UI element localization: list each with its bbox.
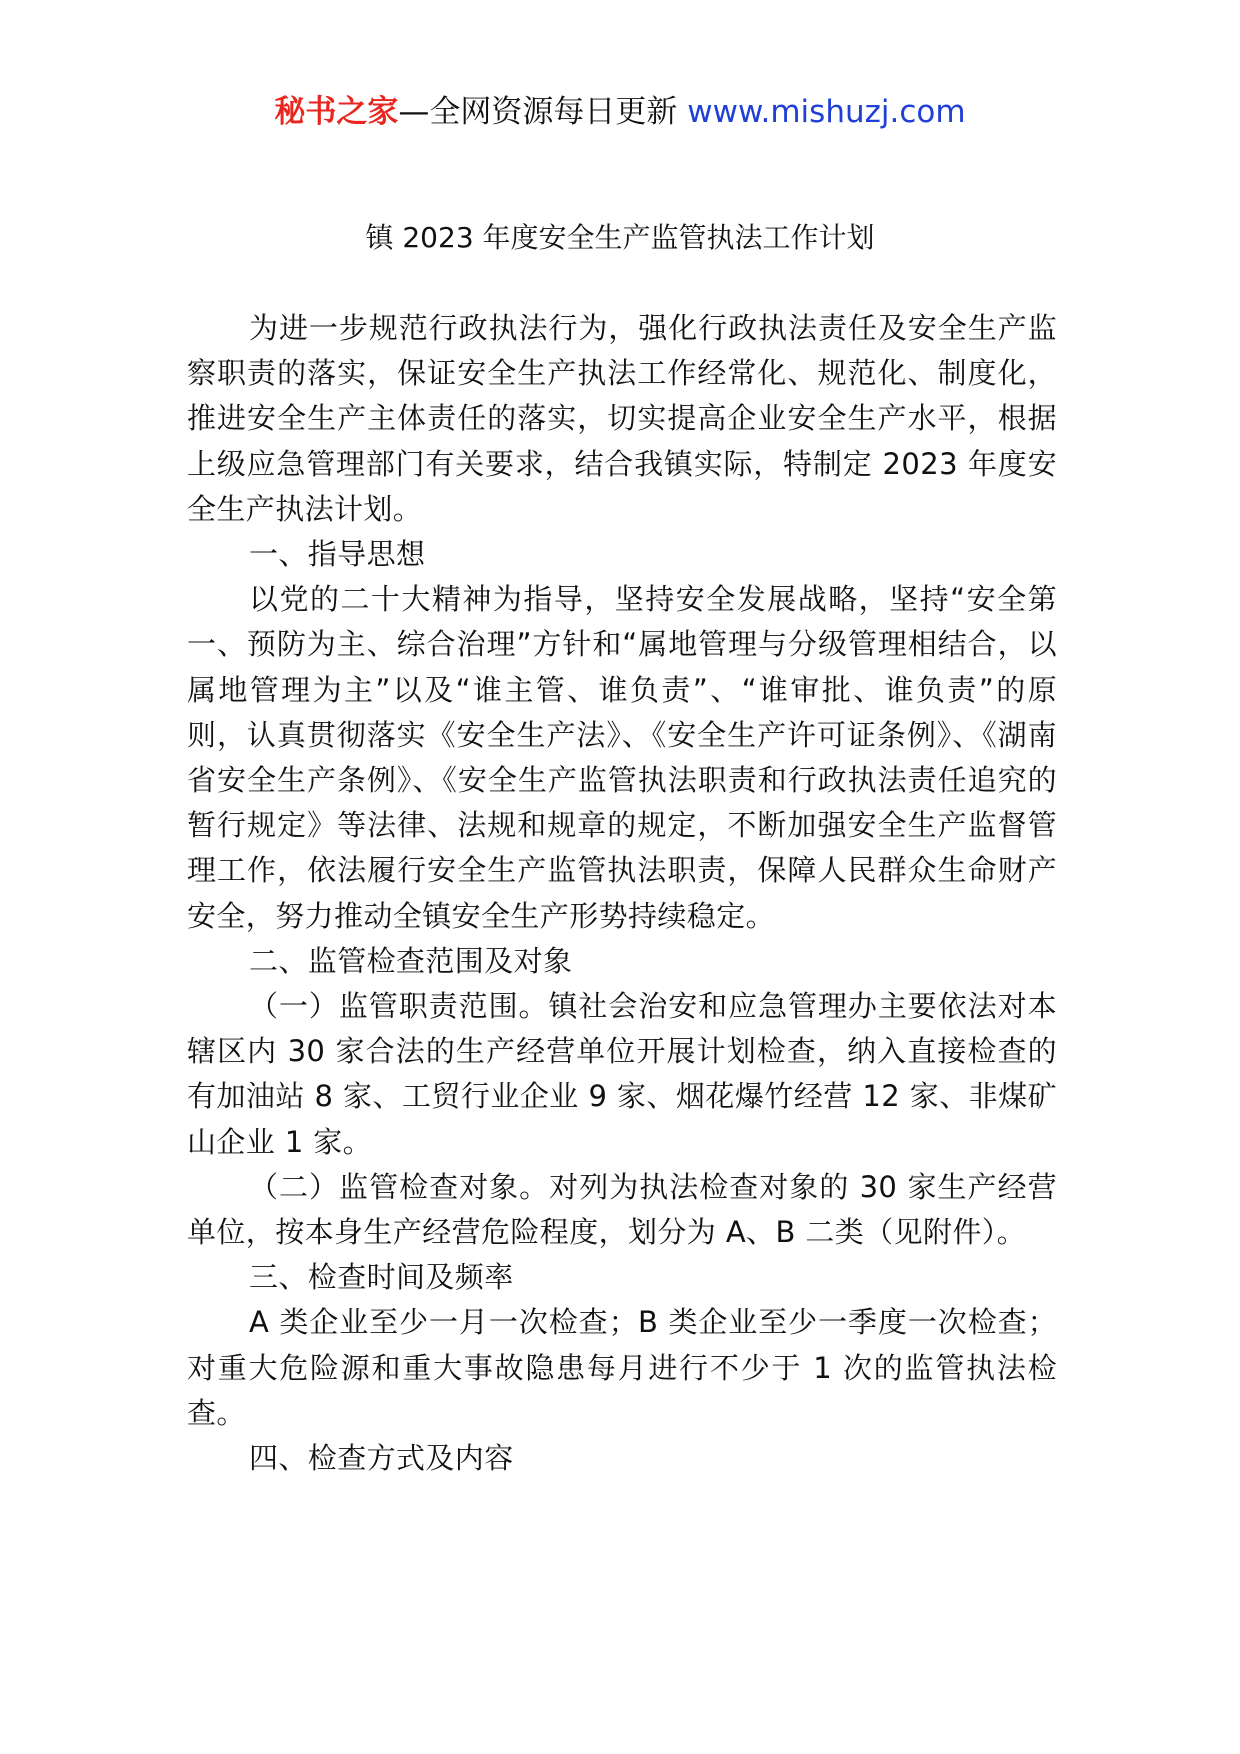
document-title: 镇 2023 年度安全生产监管执法工作计划 <box>365 221 875 254</box>
section-heading-methods-and-content: 四、检查方式及内容 <box>249 1441 514 1476</box>
targets-paragraph: （二）监管检查对象。对列为执法检查对象的 30 家生产经营单位，按本身生产经营危险程度，划分为 A、B 二类（见附件）。 <box>187 1169 1057 1250</box>
document-body <box>187 306 1057 1481</box>
site-banner <box>0 92 1240 132</box>
frequency-paragraph: A 类企业至少一月一次检查；B 类企业至少一季度一次检查；对重大危险源和重大事故隐患每月进行不少于 1 次的监管执法检查。 <box>187 1305 1057 1430</box>
brand-name: 秘书之家 <box>274 94 399 130</box>
guiding-ideology-paragraph: 以党的二十大精神为指导，坚持安全发展战略，坚持“安全第一、预防为主、综合治理”方针和“属地管理与分级管理相结合，以属地管理为主”以及“谁主管、谁负责”、“谁审批、谁负责”的原则，认真贯彻落实《安全生产法》、《安全生产许可证条例》、《湖南省安全生产条例》、《安全生产监管执法职责和行政执法责任追究的暂行规定》等法律、法规和规章的规定，不断加强安全生产监督管理工作，依法履行安全生产监管执法职责，保障人民群众生命财产安全，努力推动全镇安全生产形势持续稳定。 <box>187 582 1057 933</box>
intro-paragraph: 为进一步规范行政执法行为，强化行政执法责任及安全生产监察职责的落实，保证安全生产执法工作经常化、规范化、制度化，推进安全生产主体责任的落实，切实提高企业安全生产水平，根据上级应急管理部门有关要求，结合我镇实际，特制定 2023 年度安全生产执法计划。 <box>187 311 1057 526</box>
site-url-link[interactable]: www.mishuzj.com <box>687 94 966 130</box>
banner-slogan: —全网资源每日更新 <box>398 94 678 130</box>
scope-paragraph: （一）监管职责范围。镇社会治安和应急管理办主要依法对本辖区内 30 家合法的生产经营单位开展计划检查，纳入直接检查的有加油站 8 家、工贸行业企业 9 家、烟花爆竹经营 12 家、非煤矿山企业 1 家。 <box>187 989 1057 1159</box>
section-heading-guiding-ideology: 一、指导思想 <box>249 537 426 572</box>
section-heading-scope-and-targets: 二、监管检查范围及对象 <box>249 943 573 978</box>
section-heading-time-and-frequency: 三、检查时间及频率 <box>249 1260 514 1295</box>
